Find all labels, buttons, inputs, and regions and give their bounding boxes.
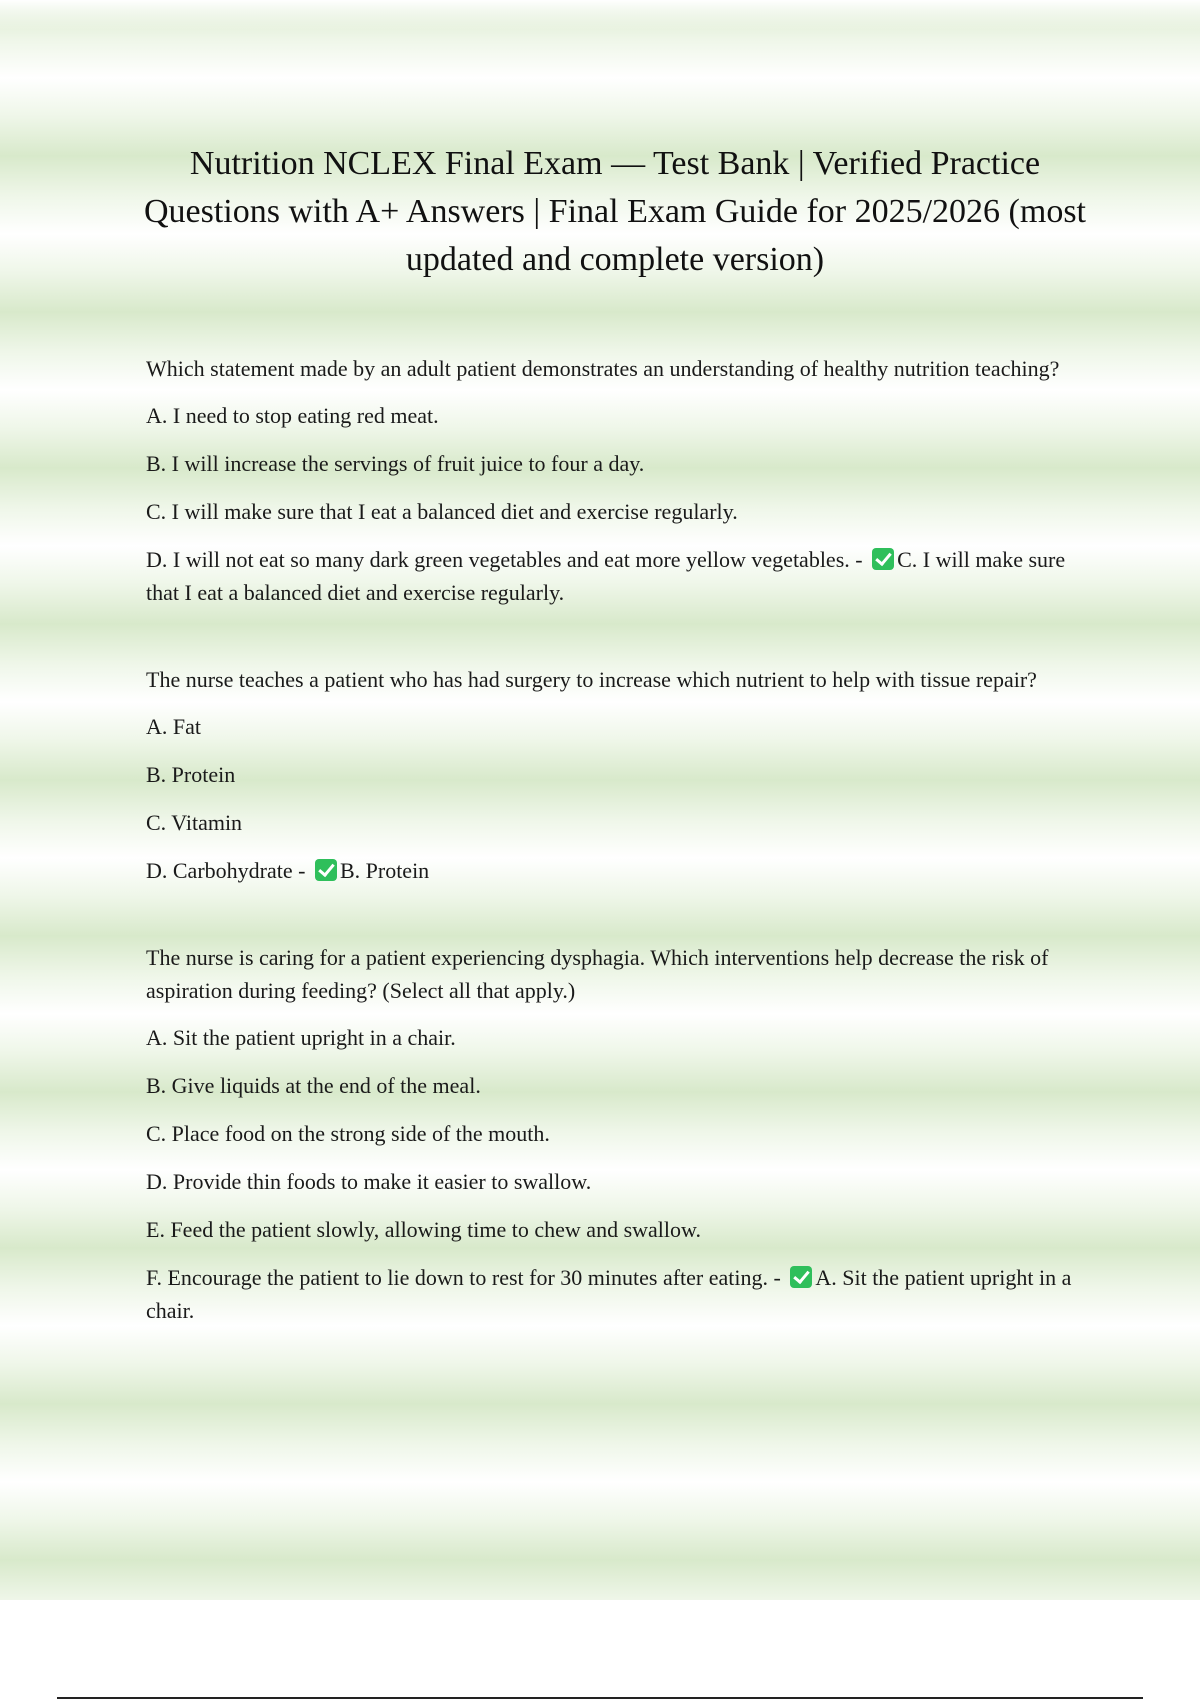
question-2 xyxy=(146,663,1076,887)
option-f: F. Encourage the patient to lie down to rest for 30 minutes after eating. - xyxy=(146,1265,781,1290)
option-a: A. I need to stop eating red meat. xyxy=(146,403,439,428)
option-c: C. Vitamin xyxy=(146,810,243,835)
check-mark-icon xyxy=(790,1266,812,1288)
option-d-with-answer xyxy=(146,854,1076,887)
option-d-with-answer xyxy=(146,543,1076,609)
answer-text: C. I will make sure that I eat a balanced diet and exercise regularly. xyxy=(146,547,1066,605)
answer-text: B. Protein xyxy=(339,858,430,883)
question-text: The nurse teaches a patient who has had surgery to increase which nutrient to help with tissue repair? xyxy=(146,667,1037,692)
question-text: The nurse is caring for a patient experiencing dysphagia. Which interventions help decrease the risk of aspiration during feeding? (Select all that apply.) xyxy=(146,945,1049,1003)
question-1 xyxy=(146,352,1076,609)
check-mark-icon xyxy=(315,859,337,881)
option-c: C. Place food on the strong side of the mouth. xyxy=(146,1121,550,1146)
option-d: D. Carbohydrate - xyxy=(146,858,306,883)
question-text: Which statement made by an adult patient demonstrates an understanding of healthy nutrition teaching? xyxy=(146,356,1060,381)
option-c: C. I will make sure that I eat a balanced diet and exercise regularly. xyxy=(146,499,738,524)
answer-text: A. Sit the patient upright in a chair. xyxy=(146,1265,1072,1323)
question-3 xyxy=(146,941,1076,1327)
option-d: D. I will not eat so many dark green vegetables and eat more yellow vegetables. - xyxy=(146,547,863,572)
option-f-with-answer xyxy=(146,1261,1076,1327)
option-b: B. I will increase the servings of fruit juice to four a day. xyxy=(146,451,645,476)
footer-divider xyxy=(57,1697,1143,1699)
option-b: B. Give liquids at the end of the meal. xyxy=(146,1073,481,1098)
question-list xyxy=(146,352,1076,1381)
check-mark-icon xyxy=(872,548,894,570)
option-b: B. Protein xyxy=(146,762,236,787)
option-d: D. Provide thin foods to make it easier to swallow. xyxy=(146,1169,592,1194)
option-e: E. Feed the patient slowly, allowing time to chew and swallow. xyxy=(146,1217,701,1242)
option-a: A. Sit the patient upright in a chair. xyxy=(146,1025,456,1050)
option-a: A. Fat xyxy=(146,714,201,739)
document-title: Nutrition NCLEX Final Exam — Test Bank | Verified Practice Questions with A+ Answers | Final Exam Guide for 2025/2026 (most updated and complete version) xyxy=(143,145,1087,278)
